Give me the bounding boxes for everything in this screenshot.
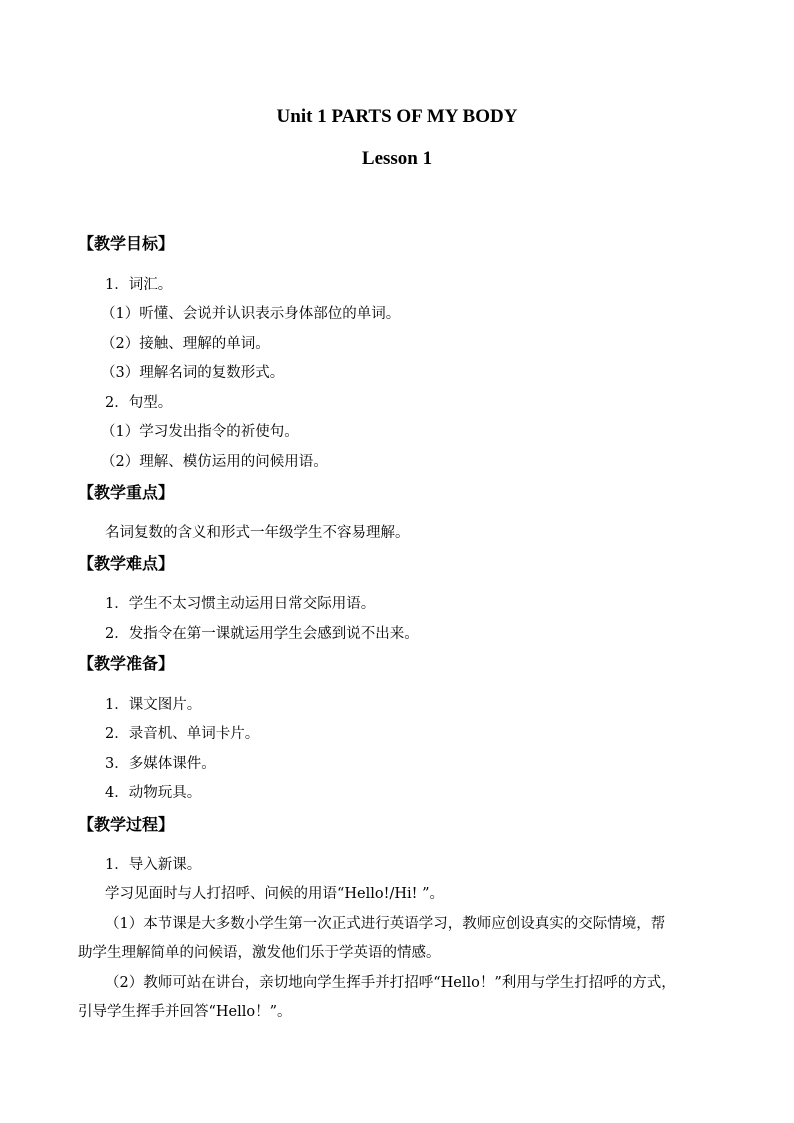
- difficulty-line: 1．学生不太习惯主动运用日常交际用语。: [105, 596, 376, 612]
- process-line: （2）教师可站在讲台，亲切地向学生挥手并打招呼“Hello！”利用与学生打招呼的方式，: [105, 975, 676, 991]
- lesson-title: Lesson 1: [361, 148, 433, 169]
- preparation-line: 4．动物玩具。: [105, 785, 202, 801]
- objective-line: （2）接触、理解的单词。: [101, 336, 270, 352]
- difficulty-line: 2．发指令在第一课就运用学生会感到说不出来。: [105, 626, 419, 642]
- section-heading-preparation: 【教学准备】: [78, 654, 175, 673]
- objective-line: （3）理解名词的复数形式。: [101, 365, 285, 381]
- process-line: 学习见面时与人打招呼、问候的用语“Hello!/Hi! ”。: [105, 886, 444, 902]
- section-heading-key-points: 【教学重点】: [78, 483, 175, 502]
- process-line: 1．导入新课。: [105, 857, 202, 873]
- key-point-line: 名词复数的含义和形式一年级学生不容易理解。: [105, 525, 410, 541]
- process-line: 引导学生挥手并回答“Hello！”。: [78, 1004, 292, 1020]
- section-heading-process: 【教学过程】: [78, 815, 175, 834]
- preparation-line: 2．录音机、单词卡片。: [105, 726, 260, 742]
- unit-title: Unit 1 PARTS OF MY BODY: [276, 106, 518, 127]
- objective-line: （2）理解、模仿运用的问候用语。: [101, 454, 328, 470]
- preparation-line: 1．课文图片。: [105, 697, 202, 713]
- process-line: （1）本节课是大多数小学生第一次正式进行英语学习，教师应创设真实的交际情境，帮: [105, 916, 666, 932]
- objective-line: （1）听懂、会说并认识表示身体部位的单词。: [101, 306, 401, 322]
- preparation-line: 3．多媒体课件。: [105, 756, 216, 772]
- objective-line: （1）学习发出指令的祈使句。: [101, 424, 299, 440]
- process-line: 助学生理解简单的问候语，激发他们乐于学英语的情感。: [78, 945, 441, 961]
- section-heading-objectives: 【教学目标】: [78, 234, 175, 253]
- objective-line: 1．词汇。: [105, 277, 173, 293]
- objective-line: 2．句型。: [105, 395, 173, 411]
- section-heading-difficulties: 【教学难点】: [78, 554, 175, 573]
